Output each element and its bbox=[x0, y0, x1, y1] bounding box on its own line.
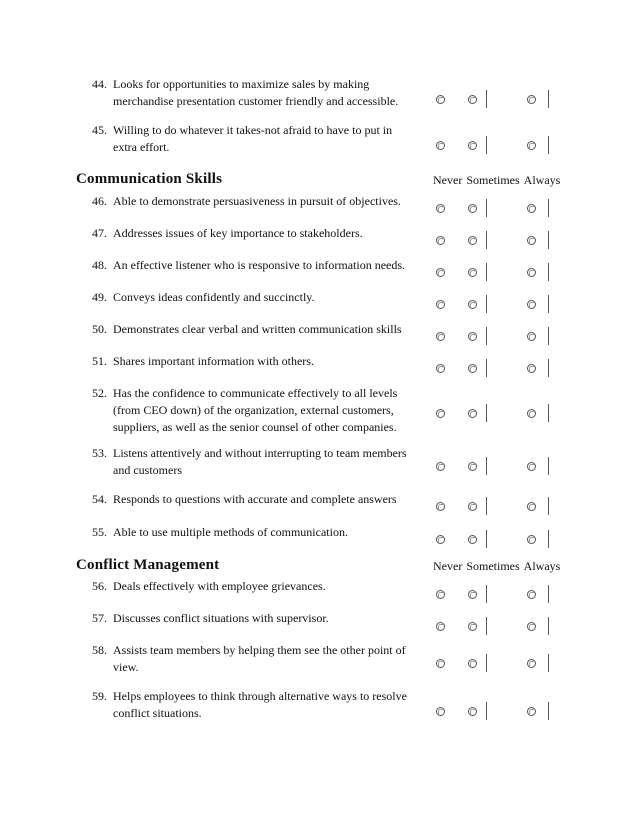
radio-never[interactable] bbox=[436, 300, 445, 309]
rating-row-57 bbox=[430, 619, 570, 639]
column-divider bbox=[548, 295, 549, 313]
header-never: Never bbox=[433, 173, 463, 187]
column-divider bbox=[486, 585, 487, 603]
question-text: Has the confidence to communicate effectively to all levels (from CEO down) of the organization, external customers, suppliers, as well as the senior counsel of other companies. bbox=[113, 386, 398, 434]
radio-sometimes[interactable] bbox=[468, 236, 477, 245]
question-number: 51. bbox=[92, 354, 107, 368]
radio-sometimes[interactable] bbox=[468, 707, 477, 716]
question-number: 55. bbox=[92, 525, 107, 539]
column-divider bbox=[486, 295, 487, 313]
radio-never[interactable] bbox=[436, 590, 445, 599]
column-divider bbox=[486, 404, 487, 422]
question-number: 47. bbox=[92, 226, 107, 240]
column-divider bbox=[486, 617, 487, 635]
column-divider bbox=[486, 530, 487, 548]
radio-always[interactable] bbox=[527, 535, 536, 544]
radio-sometimes[interactable] bbox=[468, 622, 477, 631]
question-text: Looks for opportunities to maximize sales by making merchandise presentation customer friendly and accessible. bbox=[113, 77, 399, 108]
radio-always[interactable] bbox=[527, 409, 536, 418]
radio-always[interactable] bbox=[527, 141, 536, 150]
radio-never[interactable] bbox=[436, 204, 445, 213]
radio-always[interactable] bbox=[527, 659, 536, 668]
radio-sometimes[interactable] bbox=[468, 535, 477, 544]
column-divider bbox=[486, 327, 487, 345]
column-divider bbox=[486, 457, 487, 475]
question-number: 44. bbox=[92, 77, 107, 91]
rating-row-59 bbox=[430, 704, 570, 724]
question-text: Conveys ideas confidently and succinctly. bbox=[113, 290, 315, 304]
section-title-communication: Communication Skills bbox=[76, 171, 223, 187]
radio-never[interactable] bbox=[436, 659, 445, 668]
column-divider bbox=[548, 231, 549, 249]
column-divider bbox=[548, 90, 549, 108]
question-text: An effective listener who is responsive to information needs. bbox=[113, 258, 406, 272]
question-text: Addresses issues of key importance to stakeholders. bbox=[113, 226, 363, 240]
column-divider bbox=[486, 497, 487, 515]
radio-never[interactable] bbox=[436, 409, 445, 418]
radio-never[interactable] bbox=[436, 622, 445, 631]
radio-sometimes[interactable] bbox=[468, 364, 477, 373]
column-divider bbox=[486, 199, 487, 217]
radio-sometimes[interactable] bbox=[468, 332, 477, 341]
column-divider bbox=[548, 530, 549, 548]
rating-row-54 bbox=[430, 499, 570, 519]
rating-row-47 bbox=[430, 233, 570, 253]
radio-sometimes[interactable] bbox=[468, 590, 477, 599]
radio-always[interactable] bbox=[527, 462, 536, 471]
question-text: Willing to do whatever it takes-not afraid to have to put in extra effort. bbox=[113, 123, 393, 154]
header-always: Always bbox=[523, 173, 561, 187]
column-divider bbox=[486, 231, 487, 249]
rating-row-46 bbox=[430, 201, 570, 221]
column-headers bbox=[433, 559, 564, 574]
column-divider bbox=[486, 90, 487, 108]
rating-row-56 bbox=[430, 587, 570, 607]
column-divider bbox=[548, 654, 549, 672]
question-text: Assists team members by helping them see the other point of view. bbox=[113, 643, 406, 674]
column-divider bbox=[548, 497, 549, 515]
radio-never[interactable] bbox=[436, 707, 445, 716]
rating-row-44 bbox=[430, 92, 570, 112]
radio-always[interactable] bbox=[527, 268, 536, 277]
column-divider bbox=[486, 136, 487, 154]
rating-row-48 bbox=[430, 265, 570, 285]
column-divider bbox=[548, 359, 549, 377]
radio-never[interactable] bbox=[436, 332, 445, 341]
question-number: 48. bbox=[92, 258, 107, 272]
column-divider bbox=[548, 263, 549, 281]
rating-row-51 bbox=[430, 361, 570, 381]
column-divider bbox=[548, 702, 549, 720]
column-divider bbox=[548, 457, 549, 475]
radio-sometimes[interactable] bbox=[468, 300, 477, 309]
radio-never[interactable] bbox=[436, 535, 445, 544]
rating-row-49 bbox=[430, 297, 570, 317]
radio-sometimes[interactable] bbox=[468, 462, 477, 471]
question-text: Demonstrates clear verbal and written communication skills bbox=[113, 322, 402, 336]
question-number: 49. bbox=[92, 290, 107, 304]
column-divider bbox=[548, 199, 549, 217]
column-headers bbox=[433, 173, 564, 188]
question-text: Shares important information with others. bbox=[113, 354, 314, 368]
rating-row-50 bbox=[430, 329, 570, 349]
question-text: Able to demonstrate persuasiveness in pursuit of objectives. bbox=[113, 194, 401, 208]
column-divider bbox=[486, 263, 487, 281]
header-sometimes: Sometimes bbox=[466, 559, 520, 573]
rating-row-55 bbox=[430, 532, 570, 552]
radio-sometimes[interactable] bbox=[468, 141, 477, 150]
question-number: 57. bbox=[92, 611, 107, 625]
question-number: 45. bbox=[92, 123, 107, 137]
radio-sometimes[interactable] bbox=[468, 502, 477, 511]
radio-never[interactable] bbox=[436, 95, 445, 104]
question-text: Listens attentively and without interrupting to team members and customers bbox=[113, 446, 407, 477]
radio-always[interactable] bbox=[527, 622, 536, 631]
radio-never[interactable] bbox=[436, 364, 445, 373]
radio-never[interactable] bbox=[436, 462, 445, 471]
radio-always[interactable] bbox=[527, 95, 536, 104]
radio-always[interactable] bbox=[527, 204, 536, 213]
column-divider bbox=[548, 617, 549, 635]
question-number: 59. bbox=[92, 689, 107, 703]
column-divider bbox=[548, 585, 549, 603]
question-number: 53. bbox=[92, 446, 107, 460]
question-number: 56. bbox=[92, 579, 107, 593]
question-text: Responds to questions with accurate and complete answers bbox=[113, 492, 397, 506]
rating-row-52 bbox=[430, 406, 570, 426]
radio-sometimes[interactable] bbox=[468, 95, 477, 104]
question-number: 58. bbox=[92, 643, 107, 657]
column-divider bbox=[486, 359, 487, 377]
question-text: Deals effectively with employee grievances. bbox=[113, 579, 326, 593]
column-divider bbox=[548, 404, 549, 422]
radio-sometimes[interactable] bbox=[468, 659, 477, 668]
radio-always[interactable] bbox=[527, 236, 536, 245]
header-sometimes: Sometimes bbox=[466, 173, 520, 187]
radio-never[interactable] bbox=[436, 236, 445, 245]
rating-row-58 bbox=[430, 656, 570, 676]
question-text: Helps employees to think through alternative ways to resolve conflict situations. bbox=[113, 689, 407, 720]
radio-always[interactable] bbox=[527, 364, 536, 373]
question-text: Able to use multiple methods of communication. bbox=[113, 525, 348, 539]
rating-row-45 bbox=[430, 138, 570, 158]
radio-always[interactable] bbox=[527, 502, 536, 511]
rating-row-53 bbox=[430, 459, 570, 479]
question-number: 46. bbox=[92, 194, 107, 208]
radio-never[interactable] bbox=[436, 141, 445, 150]
radio-always[interactable] bbox=[527, 590, 536, 599]
question-number: 54. bbox=[92, 492, 107, 506]
radio-always[interactable] bbox=[527, 300, 536, 309]
section-title-conflict: Conflict Management bbox=[76, 557, 220, 573]
radio-never[interactable] bbox=[436, 502, 445, 511]
question-text: Discusses conflict situations with supervisor. bbox=[113, 611, 329, 625]
radio-never[interactable] bbox=[436, 268, 445, 277]
column-divider bbox=[548, 136, 549, 154]
header-always: Always bbox=[523, 559, 561, 573]
question-number: 52. bbox=[92, 386, 107, 400]
column-divider bbox=[548, 327, 549, 345]
column-divider bbox=[486, 702, 487, 720]
radio-sometimes[interactable] bbox=[468, 204, 477, 213]
radio-sometimes[interactable] bbox=[468, 268, 477, 277]
radio-sometimes[interactable] bbox=[468, 409, 477, 418]
radio-always[interactable] bbox=[527, 707, 536, 716]
radio-always[interactable] bbox=[527, 332, 536, 341]
header-never: Never bbox=[433, 559, 463, 573]
question-number: 50. bbox=[92, 322, 107, 336]
column-divider bbox=[486, 654, 487, 672]
